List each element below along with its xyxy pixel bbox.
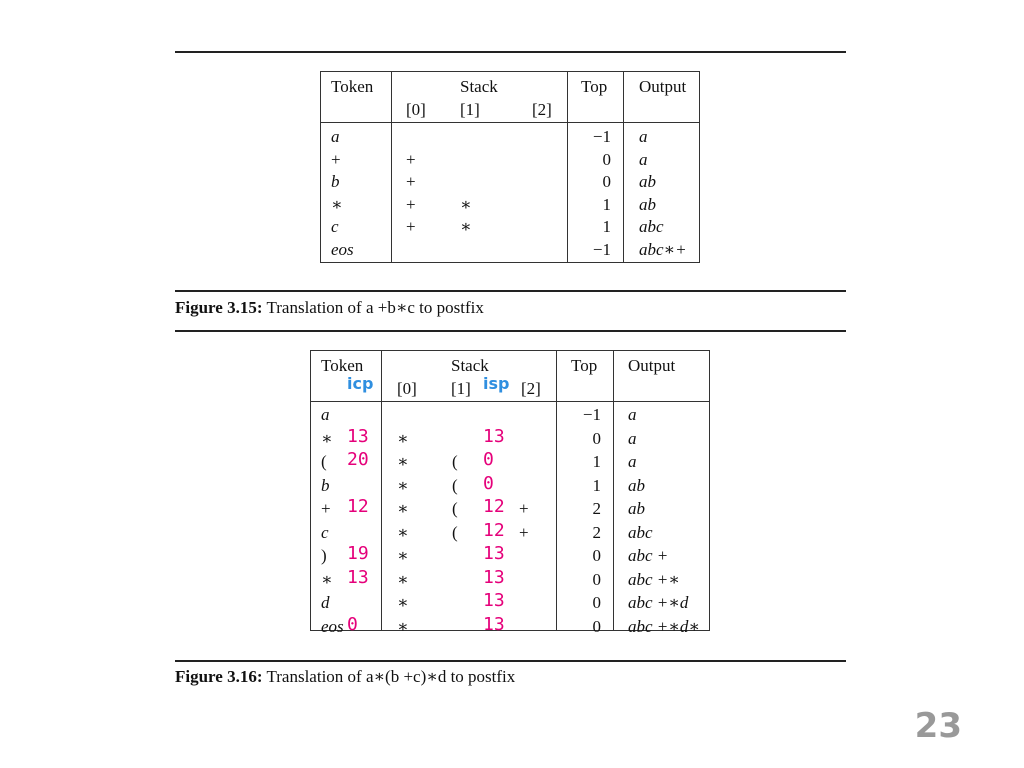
fig315-bottom-rule bbox=[175, 290, 846, 292]
icp-label: icp bbox=[347, 374, 374, 393]
isp-label: isp bbox=[483, 374, 510, 393]
isp-value: 13 bbox=[483, 566, 505, 588]
table-cell-token: b bbox=[321, 475, 330, 495]
table-cell-stack-1: ∗ bbox=[460, 217, 472, 236]
table-cell-top: 0 bbox=[592, 569, 601, 589]
isp-value: 13 bbox=[483, 425, 505, 447]
table-cell-top: 0 bbox=[592, 616, 601, 636]
table-cell-output: abc +∗ bbox=[628, 569, 680, 589]
table-cell-token: b bbox=[331, 172, 340, 191]
table-cell-top: 2 bbox=[592, 499, 601, 518]
isp-value: 0 bbox=[483, 472, 494, 494]
figure-315-table bbox=[320, 71, 700, 263]
table-cell-output: abc∗+ bbox=[639, 239, 687, 259]
table-cell-token: eos bbox=[321, 616, 344, 636]
table-cell-stack-0: ∗ bbox=[397, 499, 409, 518]
table-cell-output: ab bbox=[628, 475, 645, 495]
figure-316-caption bbox=[175, 667, 515, 687]
table-cell-token: a bbox=[321, 405, 330, 424]
top-rule bbox=[175, 51, 846, 53]
table-cell-stack-0: + bbox=[406, 194, 416, 214]
table-cell-output: ab bbox=[639, 172, 656, 191]
table-cell-top: 0 bbox=[592, 428, 601, 448]
col-header-top: Top bbox=[581, 77, 608, 96]
col-header-stack-0: [0] bbox=[397, 379, 417, 398]
icp-value: 0 bbox=[347, 613, 358, 635]
table-cell-top: 2 bbox=[592, 522, 601, 542]
table-cell-top: 1 bbox=[592, 452, 601, 471]
isp-value: 13 bbox=[483, 590, 505, 611]
figure-315-caption-text: Translation of a +b∗c to postfix bbox=[266, 298, 484, 317]
table-cell-output: a bbox=[628, 405, 637, 424]
table-cell-top: 0 bbox=[592, 546, 601, 565]
table-cell-top: 1 bbox=[602, 217, 611, 236]
col-header-token: Token bbox=[331, 77, 374, 96]
table-cell-output: abc bbox=[639, 217, 664, 236]
table-cell-stack-0: ∗ bbox=[397, 616, 409, 636]
table-cell-top: −1 bbox=[582, 405, 601, 424]
table-cell-stack-1: ( bbox=[452, 452, 458, 471]
figure-315-caption bbox=[175, 298, 484, 318]
table-cell-top: 0 bbox=[602, 149, 611, 169]
table-cell-stack-0: ∗ bbox=[397, 452, 409, 471]
figure-315-caption-label: Figure 3.15: bbox=[175, 298, 263, 317]
col-header-output: Output bbox=[639, 77, 687, 96]
isp-value: 12 bbox=[483, 519, 505, 541]
table-cell-top: 1 bbox=[602, 194, 611, 214]
table-cell-top: −1 bbox=[592, 239, 611, 259]
icp-value: 13 bbox=[347, 566, 369, 588]
table-cell-output: abc +∗d bbox=[628, 593, 689, 612]
table-cell-stack-0: ∗ bbox=[397, 569, 409, 589]
col-header-stack-1: [1] bbox=[460, 100, 480, 119]
table-cell-token: ) bbox=[321, 546, 327, 565]
table-cell-token: ∗ bbox=[331, 194, 343, 214]
icp-value: 19 bbox=[347, 543, 369, 564]
col-header-token: Token bbox=[321, 356, 364, 375]
table-cell-token: + bbox=[321, 499, 331, 518]
table-cell-token: a bbox=[331, 127, 340, 146]
table-cell-token: eos bbox=[331, 239, 354, 259]
table-cell-output: a bbox=[639, 149, 648, 169]
col-header-stack: Stack bbox=[451, 356, 489, 375]
icp-value: 13 bbox=[347, 425, 369, 447]
table-cell-output: a bbox=[628, 452, 637, 471]
table-cell-stack-0: ∗ bbox=[397, 475, 409, 495]
table-cell-token: c bbox=[331, 217, 339, 236]
figure-316-table bbox=[310, 350, 710, 636]
table-cell-token: + bbox=[331, 149, 341, 169]
table-cell-stack-0: ∗ bbox=[397, 428, 409, 448]
table-cell-stack-1: ∗ bbox=[460, 194, 472, 214]
table-cell-output: abc + bbox=[628, 546, 669, 565]
table-cell-stack-0: + bbox=[406, 217, 416, 236]
col-header-stack-0: [0] bbox=[406, 100, 426, 119]
table-cell-top: 0 bbox=[602, 172, 611, 191]
col-header-stack-1: [1] bbox=[451, 379, 471, 398]
col-header-top: Top bbox=[571, 356, 598, 375]
table-cell-stack-1: ( bbox=[452, 522, 458, 542]
table-cell-output: ab bbox=[639, 194, 656, 214]
isp-value: 13 bbox=[483, 543, 505, 564]
table-cell-token: ( bbox=[321, 452, 327, 471]
table-cell-token: c bbox=[321, 522, 329, 542]
table-cell-stack-0: ∗ bbox=[397, 593, 409, 612]
isp-value: 12 bbox=[483, 496, 505, 517]
table-cell-output: abc bbox=[628, 522, 653, 542]
table-cell-stack-0: + bbox=[406, 149, 416, 169]
table-cell-token: ∗ bbox=[321, 569, 333, 589]
table-cell-top: −1 bbox=[592, 127, 611, 146]
icp-value: 12 bbox=[347, 496, 369, 517]
col-header-stack-2: [2] bbox=[521, 379, 541, 398]
table-cell-output: a bbox=[628, 428, 637, 448]
col-header-output: Output bbox=[628, 356, 676, 375]
col-header-stack-2: [2] bbox=[532, 100, 552, 119]
col-header-stack: Stack bbox=[460, 77, 498, 96]
table-cell-token: d bbox=[321, 593, 330, 612]
page-number: 23 bbox=[914, 706, 962, 746]
table-cell-stack-2: + bbox=[519, 522, 529, 542]
table-cell-stack-0: + bbox=[406, 172, 416, 191]
isp-value: 0 bbox=[483, 449, 494, 470]
table-cell-output: ab bbox=[628, 499, 645, 518]
figure-316-caption-text: Translation of a∗(b +c)∗d to postfix bbox=[266, 667, 516, 686]
table-cell-output: abc +∗d∗ bbox=[628, 616, 700, 636]
fig315-caption-rule bbox=[175, 330, 846, 332]
fig316-bottom-rule bbox=[175, 660, 846, 662]
table-cell-stack-0: ∗ bbox=[397, 546, 409, 565]
icp-value: 20 bbox=[347, 449, 369, 470]
table-cell-output: a bbox=[639, 127, 648, 146]
isp-value: 13 bbox=[483, 613, 505, 635]
table-cell-token: ∗ bbox=[321, 428, 333, 448]
table-cell-stack-1: ( bbox=[452, 499, 458, 518]
table-cell-top: 1 bbox=[592, 475, 601, 495]
table-cell-stack-0: ∗ bbox=[397, 522, 409, 542]
figure-316-caption-label: Figure 3.16: bbox=[175, 667, 263, 686]
table-cell-top: 0 bbox=[592, 593, 601, 612]
table-cell-stack-1: ( bbox=[452, 475, 458, 495]
table-cell-stack-2: + bbox=[519, 499, 529, 518]
